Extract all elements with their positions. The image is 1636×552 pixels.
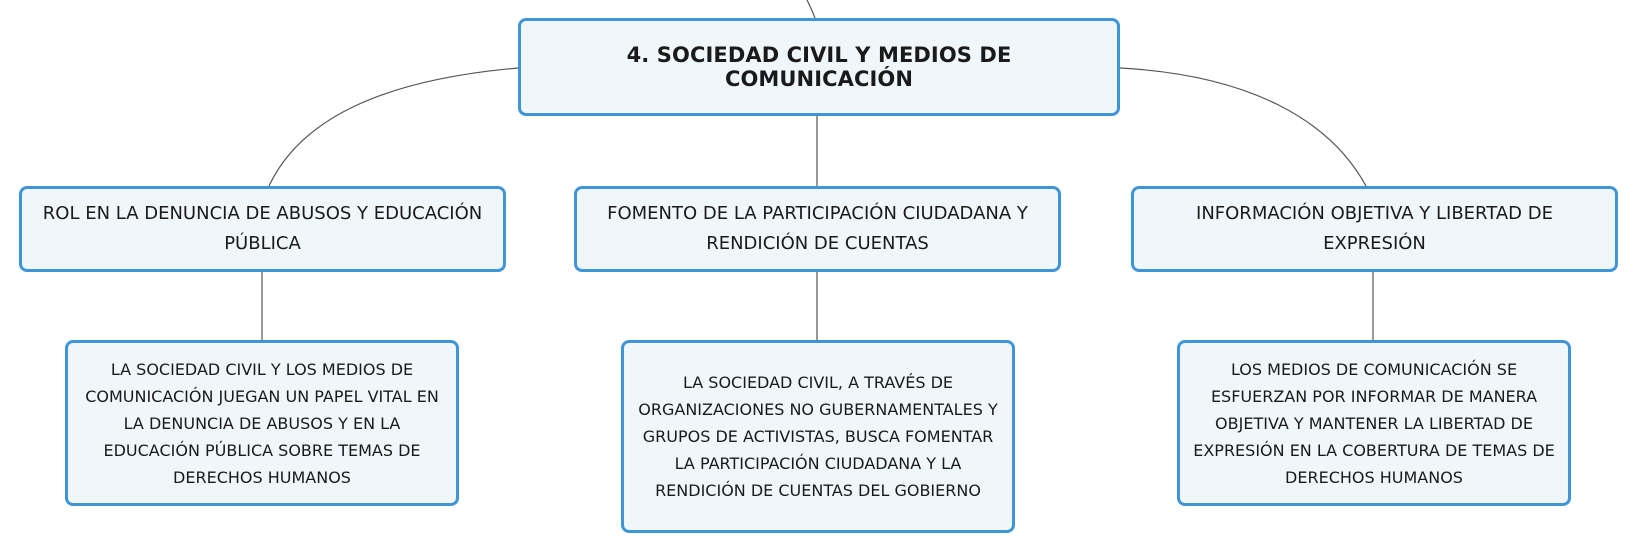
branch-topic-label-2: FOMENTO DE LA PARTICIPACIÓN CIUDADANA Y RENDICIÓN DE CUENTAS bbox=[607, 203, 1028, 254]
branch-topic-node-1[interactable] bbox=[19, 186, 506, 272]
branch-topic-label-3: INFORMACIÓN OBJETIVA Y LIBERTAD DE EXPRESIÓN bbox=[1196, 203, 1553, 254]
detail-text-3: LOS MEDIOS DE COMUNICACIÓN SE ESFUERZAN POR INFORMAR DE MANERA OBJETIVA Y MANTENER LA LIBERTAD DE EXPRESIÓN EN LA COBERTURA DE TEMAS DE DERECHOS HUMANOS bbox=[1193, 359, 1555, 487]
detail-node-1[interactable] bbox=[65, 340, 459, 506]
detail-node-3[interactable] bbox=[1177, 340, 1571, 506]
connector-root-to-branch-3 bbox=[1120, 68, 1366, 186]
connector-root-to-branch-1 bbox=[269, 68, 518, 186]
root-topic-label: 4. SOCIEDAD CIVIL Y MEDIOS DE COMUNICACIÓN bbox=[626, 43, 1012, 91]
root-topic-node[interactable] bbox=[518, 18, 1120, 116]
detail-text-1: LA SOCIEDAD CIVIL Y LOS MEDIOS DE COMUNICACIÓN JUEGAN UN PAPEL VITAL EN LA DENUNCIA DE ABUSOS Y EN LA EDUCACIÓN PÚBLICA SOBRE TEMAS DE DERECHOS HUMANOS bbox=[85, 359, 439, 487]
branch-topic-node-3[interactable] bbox=[1131, 186, 1618, 272]
detail-node-2[interactable] bbox=[621, 340, 1015, 533]
detail-text-2: LA SOCIEDAD CIVIL, A TRAVÉS DE ORGANIZACIONES NO GUBERNAMENTALES Y GRUPOS DE ACTIVISTAS, BUSCA FOMENTAR LA PARTICIPACIÓN CIUDADANA Y LA RENDICIÓN DE CUENTAS DEL GOBIERNO bbox=[638, 373, 998, 500]
branch-topic-label-1: ROL EN LA DENUNCIA DE ABUSOS Y EDUCACIÓN PÚBLICA bbox=[42, 203, 483, 254]
incoming-parent-connector bbox=[807, 0, 815, 18]
branch-topic-node-2[interactable] bbox=[574, 186, 1061, 272]
